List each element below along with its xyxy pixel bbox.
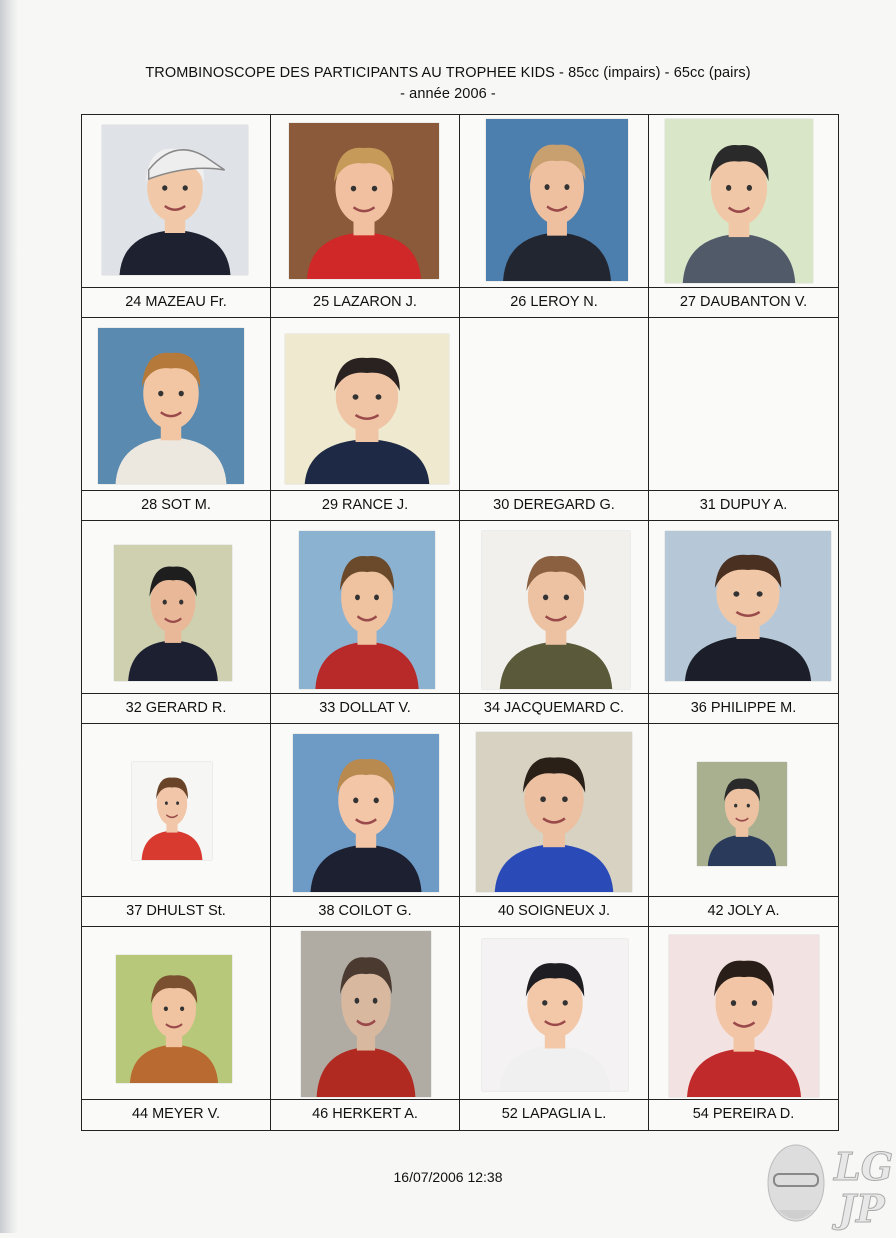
participant-name: 31 DUPUY A.: [699, 497, 788, 513]
participant-photo: [486, 119, 628, 281]
photo-area: [82, 927, 270, 1100]
photo-area: [460, 521, 648, 694]
participant-card: [649, 115, 838, 318]
photo-area: [271, 115, 459, 288]
participant-card: [271, 318, 460, 521]
photo-area: [649, 318, 838, 491]
photo-area: [271, 927, 459, 1100]
participant-name: 38 COILOT G.: [318, 903, 412, 919]
photo-area: [460, 927, 648, 1100]
participants-grid: [81, 114, 839, 1131]
participant-name: 28 SOT M.: [141, 497, 211, 513]
page-subtitle: - année 2006 -: [400, 86, 496, 102]
participant-photo: [299, 531, 435, 689]
photo-area: [649, 927, 838, 1100]
participant-name: 33 DOLLAT V.: [319, 700, 411, 716]
participant-photo: [285, 334, 449, 484]
participant-name: 46 HERKERT A.: [312, 1106, 418, 1122]
participant-photo: [301, 931, 431, 1097]
participant-photo: [114, 545, 232, 681]
participant-name: 44 MEYER V.: [131, 1106, 221, 1122]
photo-area: [82, 521, 270, 694]
photo-area: [460, 724, 648, 897]
participant-name: 42 JOLY A.: [707, 903, 780, 919]
participant-name: 30 DEREGARD G.: [493, 497, 615, 513]
page-title: TROMBINOSCOPE DES PARTICIPANTS AU TROPHEE KIDS - 85cc (impairs) - 65cc (pairs): [145, 65, 751, 81]
participant-photo: [289, 123, 439, 279]
participant-photo: [102, 125, 248, 275]
photo-area: [271, 521, 459, 694]
participant-name: 32 GERARD R.: [125, 700, 227, 716]
participant-photo: [665, 119, 813, 283]
participant-card: [271, 927, 460, 1130]
participant-photo: [669, 935, 819, 1097]
participant-card: [460, 318, 649, 521]
photo-area: [82, 115, 270, 288]
participant-card: [82, 318, 271, 521]
participant-photo: [132, 762, 212, 860]
photo-area: [82, 724, 270, 897]
photo-area: [271, 724, 459, 897]
participant-name: 52 LAPAGLIA L.: [501, 1106, 607, 1122]
participant-name: 24 MAZEAU Fr.: [125, 294, 227, 310]
print-timestamp: 16/07/2006 12:38: [393, 1169, 503, 1185]
watermark-logo: [764, 1138, 896, 1233]
photo-area: [649, 115, 838, 288]
participant-card: [271, 115, 460, 318]
participant-card: [649, 318, 838, 521]
photo-area: [460, 318, 648, 491]
participant-card: [82, 927, 271, 1130]
participant-name: 34 JACQUEMARD C.: [483, 700, 625, 716]
photo-area: [460, 115, 648, 288]
participant-name: 29 RANCE J.: [321, 497, 409, 513]
photo-area: [649, 724, 838, 897]
participant-name: 36 PHILIPPE M.: [690, 700, 797, 716]
participant-name: 25 LAZARON J.: [313, 294, 417, 310]
participant-card: [271, 724, 460, 927]
participant-card: [649, 927, 838, 1130]
participant-name: 37 DHULST St.: [126, 903, 226, 919]
participant-name: 27 DAUBANTON V.: [679, 294, 808, 310]
participant-name: 26 LEROY N.: [510, 294, 598, 310]
participant-card: [82, 724, 271, 927]
participant-card: [649, 724, 838, 927]
participant-photo: [476, 732, 632, 892]
participant-card: [271, 521, 460, 724]
photo-area: [271, 318, 459, 491]
participant-card: [460, 724, 649, 927]
participant-name: 54 PEREIRA D.: [692, 1106, 795, 1122]
participant-photo: [293, 734, 439, 892]
participant-card: [82, 115, 271, 318]
scan-edge: [0, 0, 18, 1233]
participant-photo: [665, 531, 831, 681]
participant-photo: [482, 531, 630, 689]
participant-card: [460, 927, 649, 1130]
participant-card: [460, 521, 649, 724]
photo-area: [82, 318, 270, 491]
participant-photo: [482, 939, 628, 1091]
participant-photo: [697, 762, 787, 866]
participant-photo: [116, 955, 232, 1083]
svg-text:LG: LG: [834, 1144, 894, 1189]
participant-card: [460, 115, 649, 318]
participant-name: 40 SOIGNEUX J.: [497, 903, 610, 919]
photo-area: [649, 521, 838, 694]
participant-card: [82, 521, 271, 724]
watermark-logo-icon: [764, 1138, 896, 1233]
participant-card: [649, 521, 838, 724]
svg-text:JP: JP: [838, 1186, 885, 1231]
participant-photo: [98, 328, 244, 484]
